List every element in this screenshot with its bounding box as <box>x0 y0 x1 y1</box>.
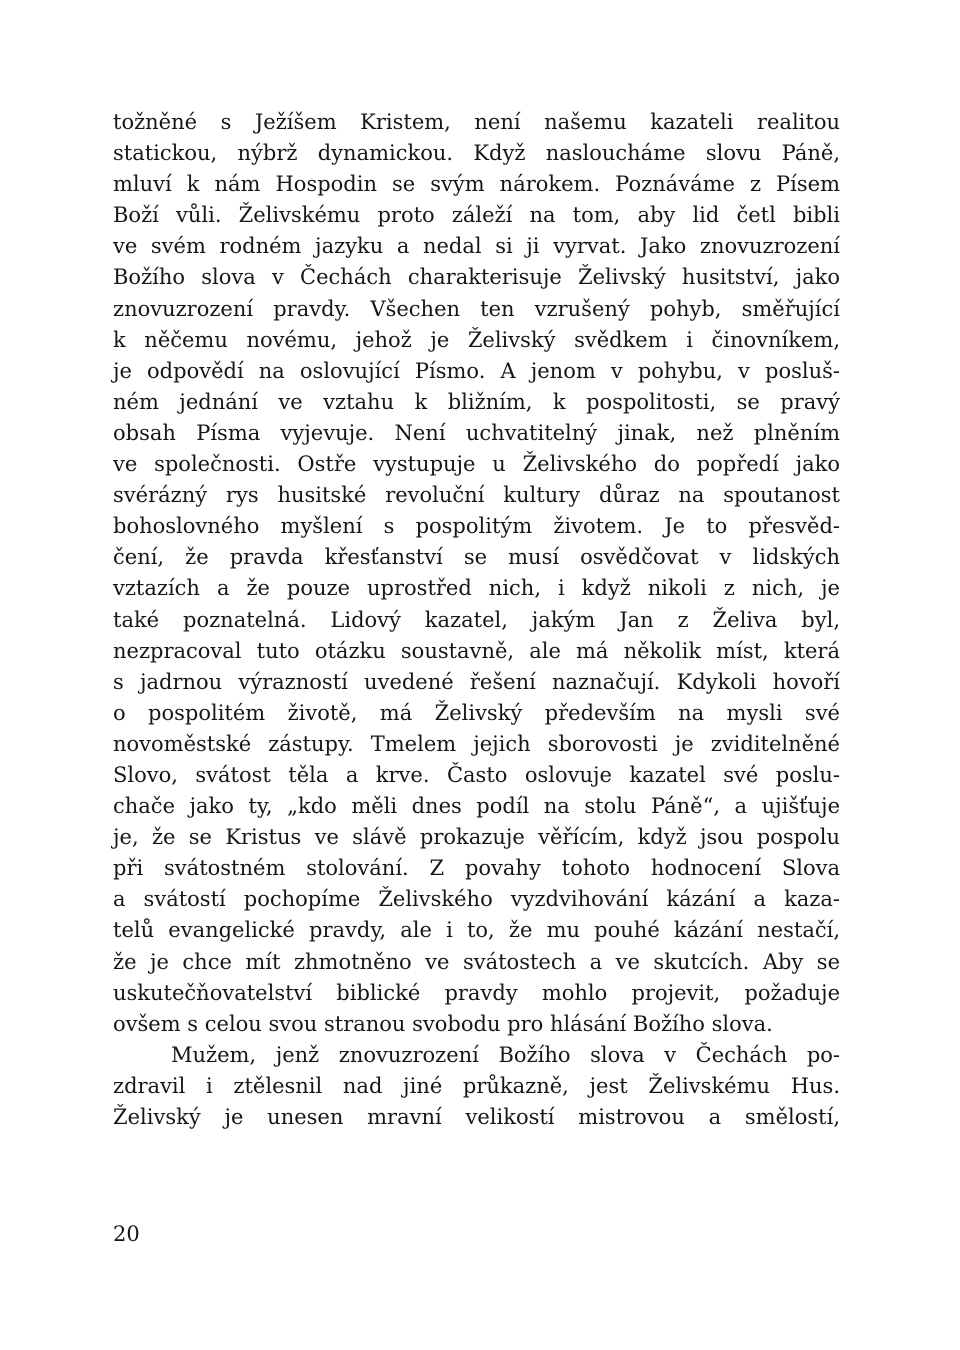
text-line: čení, že pravda křesťanství se musí osvědčovat v lidských <box>113 545 840 570</box>
text-line: Božího slova v Čechách charakterisuje Želivský husitství, jako <box>113 265 840 290</box>
text-line: s jadrnou výrazností uvedené řešení naznačují. Kdykoli hovoří <box>113 669 840 694</box>
text-line: mluví k nám Hospodin se svým nárokem. Poznáváme z Písem <box>113 172 840 197</box>
text-line: Mužem, jenž znovuzrození Božího slova v Čechách po- <box>171 1042 840 1067</box>
text-line: ovšem s celou svou stranou svobodu pro hlásání Božího slova. <box>113 1011 773 1036</box>
text-line: svérázný rys husitské revoluční kultury důraz na spoutanost <box>113 483 840 508</box>
text-line: uskutečňovatelství biblické pravdy mohlo projevit, požaduje <box>113 980 840 1005</box>
text-line: bohoslovného myšlení s pospolitým životem. Je to přesvěd- <box>113 514 840 539</box>
text-line: ve svém rodném jazyku a nedal si ji vyrvat. Jako znovuzrození <box>113 234 840 259</box>
text-line: obsah Písma vyjevuje. Není uchvatitelný jinak, než plněním <box>113 420 840 445</box>
page-number: 20 <box>113 1222 140 1246</box>
text-line: zdravil i ztělesnil nad jiné průkazně, jest Želivskému Hus. <box>113 1073 840 1098</box>
text-line: novoměstské zástupy. Tmelem jejich sborovosti je zviditelněné <box>113 731 840 756</box>
text-line: o pospolitém životě, má Želivský především na mysli své <box>113 700 840 725</box>
text-line: Želivský je unesen mravní velikostí mistrovou a smělostí, <box>113 1105 840 1129</box>
text-line: k něčemu novému, jehož je Želivský svědkem i činovníkem, <box>113 327 840 352</box>
text-line: je odpovědí na oslovující Písmo. A jenom v pohybu, v posluš- <box>113 358 840 383</box>
text-line: při svátostném stolování. Z povahy tohoto hodnocení Slova <box>113 856 840 881</box>
text-line: a svátostí pochopíme Želivského vyzdvihování kázání a kaza- <box>113 887 840 912</box>
text-line: statickou, nýbrž dynamickou. Když nasloucháme slovu Páně, <box>113 141 840 166</box>
text-line: telů evangelické pravdy, ale i to, že mu pouhé kázání nestačí, <box>113 918 840 943</box>
text-line: tožněné s Ježíšem Kristem, není našemu kazateli realitou <box>113 110 840 134</box>
text-line: Slovo, svátost těla a krve. Často oslovuje kazatel své poslu- <box>113 762 840 787</box>
text-line: znovuzrození pravdy. Všechen ten vzrušený pohyb, směřující <box>113 296 840 321</box>
body-text <box>113 107 840 1133</box>
paragraph-2 <box>113 1040 840 1133</box>
text-line: je, že se Kristus ve slávě prokazuje věřícím, když jsou pospolu <box>113 825 840 850</box>
text-line: ve společnosti. Ostře vystupuje u Želivského do popředí jako <box>113 452 840 477</box>
text-line: že je chce mít zhmotněno ve svátostech a ve skutcích. Aby se <box>113 949 840 974</box>
text-line: vztazích a že pouze uprostřed nich, i když nikoli z nich, je <box>113 576 840 601</box>
paragraph-1 <box>113 107 840 1040</box>
text-line: nezpracoval tuto otázku soustavně, ale má několik míst, která <box>113 638 840 663</box>
text-line: chače jako ty, „kdo měli dnes podíl na stolu Páně“, a ujišťuje <box>113 794 840 819</box>
text-line: také poznatelná. Lidový kazatel, jakým Jan z Želiva byl, <box>113 607 840 632</box>
text-line: ném jednání ve vztahu k bližním, k pospolitosti, se pravý <box>113 389 840 414</box>
text-line: Boží vůli. Želivskému proto záleží na tom, aby lid četl bibli <box>113 203 840 228</box>
